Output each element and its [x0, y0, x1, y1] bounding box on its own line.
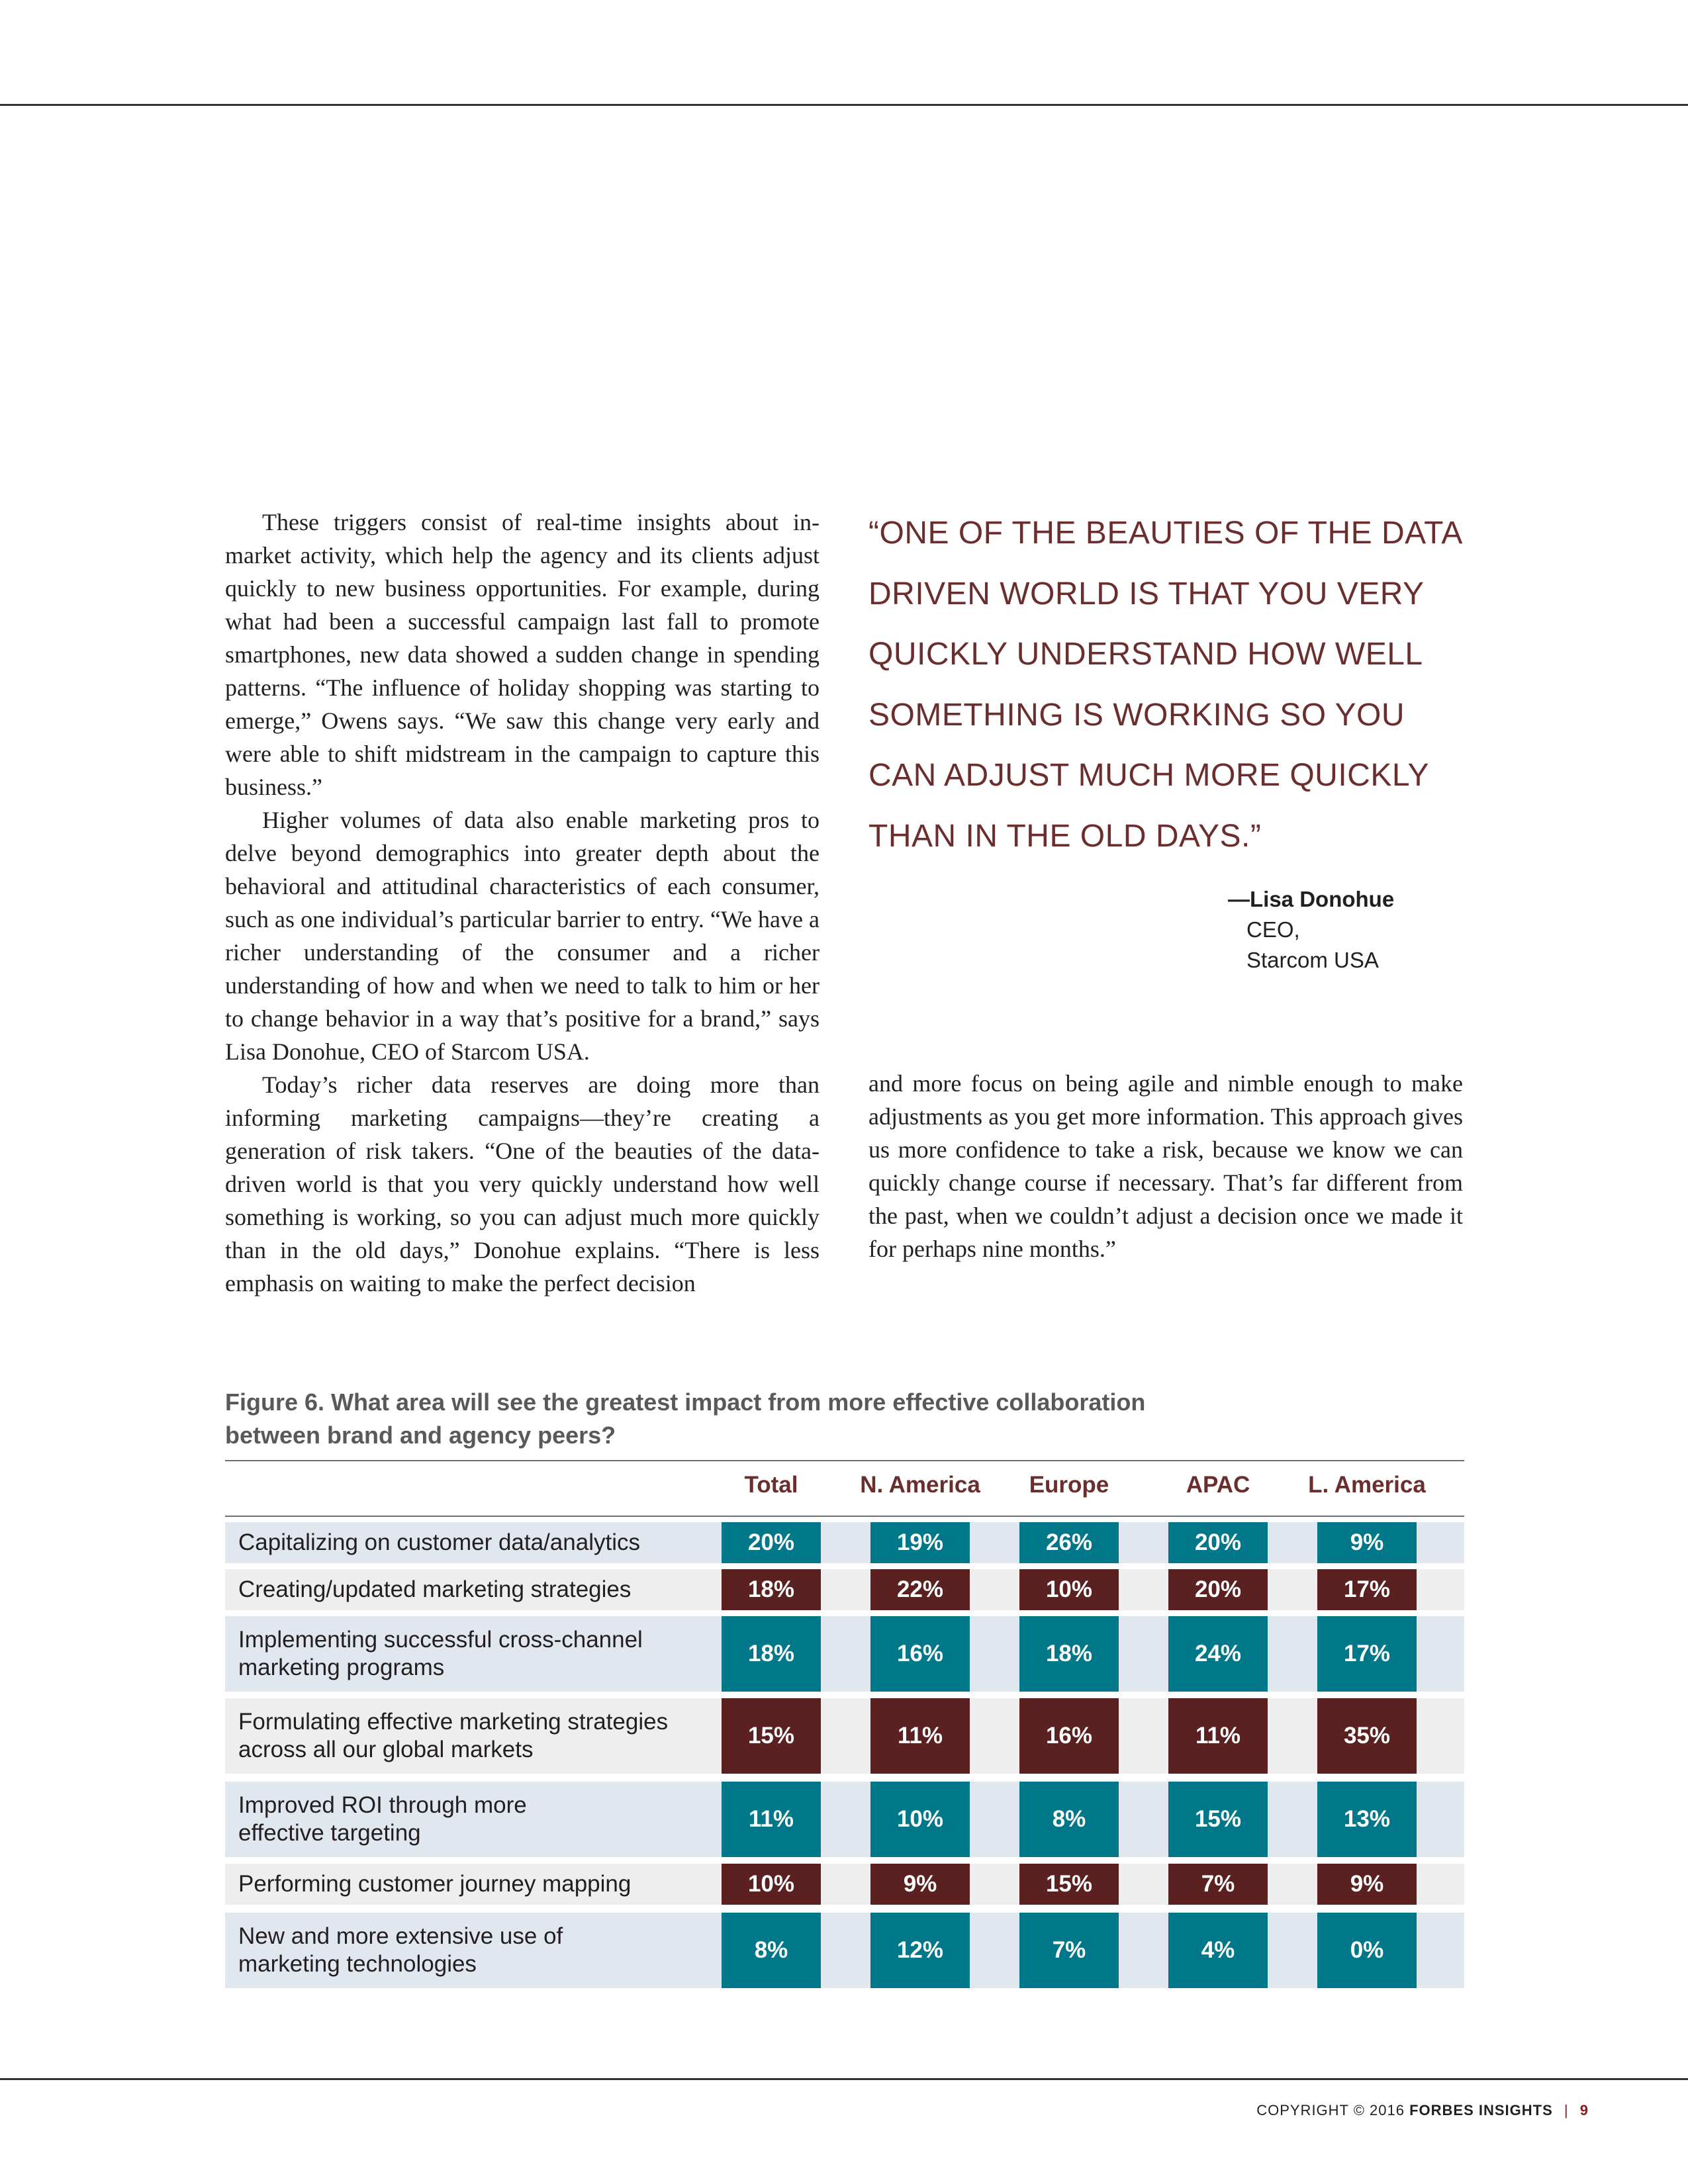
value-cell: 10%: [722, 1864, 821, 1905]
row-label: Improved ROI through more effective targeting: [238, 1792, 527, 1846]
value-cell: 7%: [1019, 1913, 1119, 1988]
attribution-name: —Lisa Donohue: [1228, 887, 1395, 911]
value-cell: 22%: [870, 1569, 970, 1610]
value-cell: 16%: [870, 1616, 970, 1692]
value-cell: 15%: [722, 1698, 821, 1774]
footer-copyright: COPYRIGHT © 2016: [1256, 2102, 1405, 2118]
page-number: 9: [1579, 2102, 1589, 2118]
value-cell: 20%: [1168, 1569, 1268, 1610]
row-label: Formulating effective marketing strategies across all our global markets: [238, 1709, 669, 1762]
value-cell: 35%: [1317, 1698, 1417, 1774]
table-top-rule: [225, 1460, 1464, 1461]
row-label: New and more extensive use of marketing technologies: [238, 1923, 563, 1977]
row-label: Creating/updated marketing strategies: [238, 1576, 632, 1602]
table-row: [225, 1864, 1464, 1905]
value-cell: 17%: [1317, 1569, 1417, 1610]
row-label: Capitalizing on customer data/analytics: [238, 1529, 640, 1555]
table-row: [225, 1913, 1464, 1988]
column-header: L. America: [1308, 1472, 1426, 1498]
value-cell: 8%: [1019, 1782, 1119, 1857]
value-cell: 7%: [1168, 1864, 1268, 1905]
article-paragraph: and more focus on being agile and nimble enough to make adjustments as you get more information. This approach gives us more confidence to take a risk, because we know we can quickly change course if necessary. That’s far different from the past, when we couldn’t adjust a decision once we made it for perhaps nine months.”: [868, 1070, 1463, 1262]
attribution-company: Starcom USA: [1246, 948, 1379, 972]
value-cell: 11%: [870, 1698, 970, 1774]
value-cell: 13%: [1317, 1782, 1417, 1857]
value-cell: 11%: [722, 1782, 821, 1857]
column-header: Total: [744, 1472, 798, 1498]
value-cell: 9%: [1317, 1864, 1417, 1905]
value-cell: 4%: [1168, 1913, 1268, 1988]
pull-quote: “ONE OF THE BEAUTIES OF THE DATA DRIVEN WORLD IS THAT YOU VERY QUICKLY UNDERSTAND HOW WELL SOMETHING IS WORKING SO YOU CAN ADJUST MUCH MORE QUICKLY THAN IN THE OLD DAYS.”: [868, 516, 1462, 854]
column-header: N. America: [860, 1472, 980, 1498]
value-cell: 24%: [1168, 1616, 1268, 1692]
table-row: [225, 1616, 1464, 1692]
article-left-column: [225, 506, 820, 1300]
value-cell: 16%: [1019, 1698, 1119, 1774]
top-rule: [0, 104, 1688, 106]
table-header-rule: [225, 1516, 1464, 1517]
value-cell: 9%: [1317, 1522, 1417, 1563]
value-cell: 9%: [870, 1864, 970, 1905]
bottom-rule: [0, 2078, 1688, 2080]
table-row: [225, 1782, 1464, 1857]
article-paragraph: Higher volumes of data also enable marketing pros to delve beyond demographics into greater depth about the behavioral and attitudinal characteristics of each consumer, such as one individual’s particular barrier to entry. “We have a richer understanding of the consumer and a richer understanding of how and when we need to talk to him or her to change behavior in a way that’s positive for a brand,” says Lisa Donohue, CEO of Starcom USA.: [225, 807, 820, 1065]
value-cell: 15%: [1019, 1864, 1119, 1905]
table-row: [225, 1522, 1464, 1563]
footer-brand: FORBES INSIGHTS: [1409, 2102, 1553, 2118]
value-cell: 15%: [1168, 1782, 1268, 1857]
value-cell: 18%: [722, 1569, 821, 1610]
article-right-column: [868, 1067, 1463, 1265]
row-label: Performing customer journey mapping: [238, 1871, 632, 1897]
value-cell: 20%: [1168, 1522, 1268, 1563]
table-row: [225, 1569, 1464, 1610]
figure-title: Figure 6. What area will see the greatest impact from more effective collaboration between brand and agency peers?: [225, 1388, 1146, 1449]
row-label: Implementing successful cross-channel marketing programs: [238, 1627, 643, 1680]
value-cell: 10%: [1019, 1569, 1119, 1610]
pull-quote-attribution: [1228, 884, 1395, 976]
value-cell: 18%: [1019, 1616, 1119, 1692]
value-cell: 17%: [1317, 1616, 1417, 1692]
value-cell: 12%: [870, 1913, 970, 1988]
column-header: Europe: [1029, 1472, 1109, 1498]
value-cell: 8%: [722, 1913, 821, 1988]
table-row: [225, 1698, 1464, 1774]
footer-separator: |: [1564, 2102, 1569, 2118]
column-header: APAC: [1186, 1472, 1250, 1498]
value-cell: 26%: [1019, 1522, 1119, 1563]
page-footer: [1256, 2102, 1589, 2119]
value-cell: 20%: [722, 1522, 821, 1563]
value-cell: 19%: [870, 1522, 970, 1563]
article-paragraph: These triggers consist of real-time insights about in-market activity, which help the agency and its clients adjust quickly to new business opportunities. For example, during what had been a successful campaign last fall to promote smartphones, new data showed a sudden change in spending patterns. “The influence of holiday shopping was starting to emerge,” Owens says. “We saw this change very early and were able to shift midstream in the campaign to capture this business.”: [225, 509, 820, 800]
article-paragraph: Today’s richer data reserves are doing more than informing marketing campaigns—they’re creating a generation of risk takers. “One of the beauties of the data-driven world is that you very quickly understand how well something is working, so you can adjust much more quickly than in the old days,” Donohue explains. “There is less emphasis on waiting to make the perfect decision: [225, 1071, 820, 1297]
value-cell: 18%: [722, 1616, 821, 1692]
value-cell: 11%: [1168, 1698, 1268, 1774]
attribution-title: CEO,: [1246, 917, 1300, 942]
value-cell: 10%: [870, 1782, 970, 1857]
value-cell: 0%: [1317, 1913, 1417, 1988]
